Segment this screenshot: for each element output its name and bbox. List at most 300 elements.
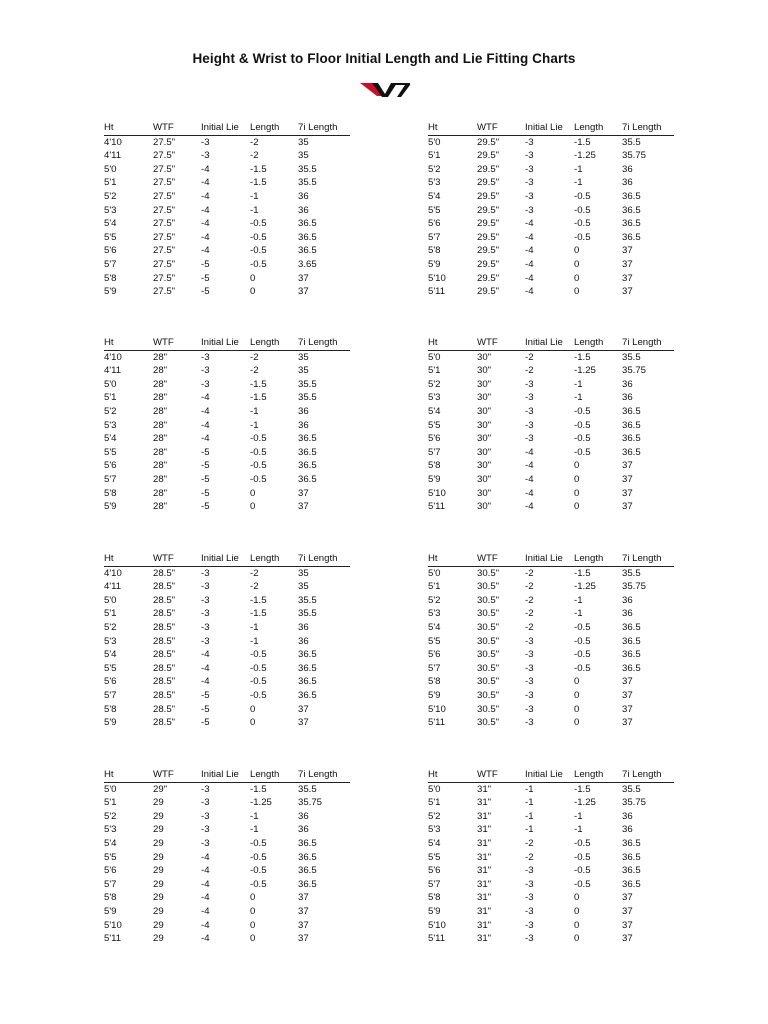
table-cell: 30.5" (477, 689, 500, 701)
table-cell: 5'2 (428, 378, 441, 390)
table-cell: -5 (201, 258, 210, 270)
table-cell: -2 (250, 136, 259, 148)
table-cell: 37 (298, 892, 309, 904)
table-row (104, 176, 350, 190)
table-cell: 36.5 (298, 662, 317, 674)
table-cell: 37 (298, 286, 309, 298)
table-cell: 35 (298, 136, 309, 148)
table-row (428, 607, 674, 621)
table-row (104, 500, 350, 514)
table-row (428, 272, 674, 286)
table-row (428, 391, 674, 405)
table-cell: 28.5" (153, 662, 176, 674)
table-row (428, 662, 674, 676)
table-row (428, 932, 674, 946)
table-cell: 36 (298, 405, 309, 417)
table-cell: 36.5 (298, 689, 317, 701)
table-cell: -1 (250, 635, 259, 647)
table-row (428, 810, 674, 824)
table-cell: 28.5" (153, 689, 176, 701)
table-row (104, 864, 350, 878)
table-cell: 31" (477, 878, 492, 890)
table-cell: 29.5" (477, 136, 500, 148)
table-cell: -0.5 (250, 676, 267, 688)
table-cell: -0.5 (574, 865, 591, 877)
table-cell: -1 (250, 405, 259, 417)
table-header-row (428, 121, 674, 135)
table-header-row (428, 552, 674, 566)
table-cell: 5'9 (428, 689, 441, 701)
table-row (104, 473, 350, 487)
table-cell: 5'9 (104, 905, 117, 917)
table-cell: 5'1 (428, 150, 441, 162)
table-cell: 5'6 (104, 460, 117, 472)
table-cell: 29.5" (477, 163, 500, 175)
table-cell: -1 (250, 190, 259, 202)
fitting-table (104, 121, 350, 299)
table-cell: -2 (250, 365, 259, 377)
table-row (104, 272, 350, 286)
table-cell: -1 (574, 392, 583, 404)
table-cell: 36.5 (298, 649, 317, 661)
table-cell: 36.5 (298, 231, 317, 243)
table-cell: 29 (153, 905, 164, 917)
table-row (428, 675, 674, 689)
table-cell: -1 (574, 163, 583, 175)
table-row (104, 285, 350, 299)
table-header-row (104, 336, 350, 350)
table-cell: 28" (153, 365, 168, 377)
fitting-chart-1 (104, 121, 350, 299)
table-cell: 36.5 (298, 473, 317, 485)
table-cell: 35.5 (298, 608, 317, 620)
table-row (428, 703, 674, 717)
table-cell: 5'3 (428, 177, 441, 189)
table-cell: -1 (525, 783, 534, 795)
table-cell: 29.5" (477, 231, 500, 243)
table-cell: -3 (201, 608, 210, 620)
table-cell: -1.25 (574, 365, 596, 377)
table-cell: 5'9 (428, 258, 441, 270)
column-header: 7i Length (622, 769, 662, 780)
table-row (104, 823, 350, 837)
table-cell: 4'10 (104, 567, 122, 579)
table-cell: 28" (153, 433, 168, 445)
table-cell: 37 (298, 905, 309, 917)
table-cell: 29 (153, 878, 164, 890)
table-header-row (104, 552, 350, 566)
table-cell: -4 (525, 231, 534, 243)
table-cell: -0.5 (250, 851, 267, 863)
table-row (428, 176, 674, 190)
table-cell: 29.5" (477, 150, 500, 162)
table-cell: 36.5 (298, 851, 317, 863)
table-cell: 36.5 (622, 204, 641, 216)
table-row (428, 364, 674, 378)
table-cell: -3 (201, 797, 210, 809)
table-row (428, 432, 674, 446)
table-cell: 37 (298, 501, 309, 513)
table-cell: -4 (525, 218, 534, 230)
table-row (104, 244, 350, 258)
table-cell: 5'7 (428, 446, 441, 458)
table-row (104, 648, 350, 662)
table-cell: 0 (574, 286, 580, 298)
table-cell: 5'10 (428, 487, 446, 499)
table-row (428, 378, 674, 392)
table-cell: 5'2 (104, 405, 117, 417)
table-cell: 5'7 (428, 878, 441, 890)
table-cell: 28.5" (153, 567, 176, 579)
table-cell: -0.5 (250, 258, 267, 270)
table-cell: -3 (525, 919, 534, 931)
table-cell: 29" (153, 783, 168, 795)
table-cell: 31" (477, 919, 492, 931)
table-cell: 37 (622, 286, 633, 298)
table-cell: 30" (477, 419, 492, 431)
table-cell: 5'0 (104, 594, 117, 606)
table-cell: 4'10 (104, 351, 122, 363)
table-cell: 35.75 (622, 581, 647, 593)
table-cell: -4 (201, 919, 210, 931)
table-row (104, 135, 350, 149)
table-cell: 37 (622, 487, 633, 499)
table-row (104, 932, 350, 946)
table-cell: 28.5" (153, 581, 176, 593)
table-row (428, 648, 674, 662)
table-cell: -4 (525, 473, 534, 485)
table-cell: -4 (201, 649, 210, 661)
table-cell: -1 (574, 594, 583, 606)
table-cell: 31" (477, 892, 492, 904)
table-cell: 30" (477, 473, 492, 485)
table-row (428, 258, 674, 272)
table-cell: 0 (574, 905, 580, 917)
table-cell: 35.5 (298, 177, 317, 189)
table-cell: 0 (250, 933, 256, 945)
table-cell: 5'5 (104, 662, 117, 674)
table-cell: 5'7 (104, 689, 117, 701)
table-cell: 5'9 (104, 717, 117, 729)
table-row (428, 823, 674, 837)
table-cell: -3 (525, 204, 534, 216)
table-cell: 4'11 (104, 581, 122, 593)
table-cell: -4 (201, 905, 210, 917)
table-cell: 5'0 (428, 351, 441, 363)
table-cell: -0.5 (574, 878, 591, 890)
table-cell: 0 (250, 501, 256, 513)
table-cell: 5'9 (428, 905, 441, 917)
fitting-chart-6 (428, 552, 674, 730)
table-row (428, 285, 674, 299)
table-cell: 29.5" (477, 286, 500, 298)
table-cell: 27.5" (153, 258, 176, 270)
table-cell: 36.5 (622, 865, 641, 877)
column-header: WTF (153, 122, 174, 133)
table-cell: -2 (525, 365, 534, 377)
table-cell: 0 (250, 272, 256, 284)
table-cell: 0 (250, 717, 256, 729)
table-cell: 36.5 (622, 878, 641, 890)
column-header: 7i Length (298, 769, 338, 780)
table-row (428, 217, 674, 231)
table-cell: 35.5 (298, 378, 317, 390)
table-row (428, 446, 674, 460)
table-row (104, 837, 350, 851)
table-row (428, 350, 674, 364)
table-cell: 36 (622, 810, 633, 822)
table-row (428, 594, 674, 608)
table-cell: 5'11 (428, 717, 446, 729)
table-cell: -3 (201, 567, 210, 579)
table-cell: -0.5 (574, 635, 591, 647)
table-cell: 5'2 (104, 621, 117, 633)
table-cell: 5'0 (104, 378, 117, 390)
table-row (428, 487, 674, 501)
table-cell: -0.5 (574, 419, 591, 431)
table-cell: 36.5 (622, 446, 641, 458)
table-cell: 3.65 (298, 258, 317, 270)
table-cell: 5'3 (104, 204, 117, 216)
table-cell: -0.5 (574, 218, 591, 230)
table-cell: -1.5 (250, 163, 267, 175)
table-cell: 36.5 (298, 433, 317, 445)
table-cell: 0 (250, 487, 256, 499)
table-cell: -0.5 (574, 621, 591, 633)
table-cell: 0 (574, 703, 580, 715)
table-cell: 37 (622, 892, 633, 904)
table-cell: 35 (298, 567, 309, 579)
table-row (104, 204, 350, 218)
table-cell: 5'1 (104, 797, 117, 809)
table-cell: 27.5" (153, 190, 176, 202)
table-row (104, 662, 350, 676)
table-cell: 28.5" (153, 608, 176, 620)
table-cell: 5'3 (104, 824, 117, 836)
table-row (428, 405, 674, 419)
table-cell: 0 (250, 703, 256, 715)
table-cell: -0.5 (574, 851, 591, 863)
table-cell: -3 (201, 136, 210, 148)
table-cell: -2 (525, 621, 534, 633)
table-row (104, 689, 350, 703)
table-cell: -4 (201, 933, 210, 945)
table-cell: -3 (201, 351, 210, 363)
table-cell: 37 (298, 487, 309, 499)
table-cell: 35.5 (622, 351, 641, 363)
table-cell: -3 (201, 783, 210, 795)
table-cell: -5 (201, 272, 210, 284)
table-cell: 36 (298, 419, 309, 431)
table-cell: -2 (525, 594, 534, 606)
table-cell: 28" (153, 419, 168, 431)
table-cell: -1.25 (574, 581, 596, 593)
table-cell: 37 (298, 272, 309, 284)
table-cell: -3 (525, 378, 534, 390)
table-row (428, 716, 674, 730)
table-cell: 5'10 (104, 919, 122, 931)
table-cell: 5'8 (104, 892, 117, 904)
table-cell: 5'0 (428, 136, 441, 148)
table-cell: 31" (477, 905, 492, 917)
table-row (104, 378, 350, 392)
table-cell: 30.5" (477, 621, 500, 633)
column-header: WTF (477, 337, 498, 348)
table-cell: -3 (525, 136, 534, 148)
table-cell: -5 (201, 501, 210, 513)
fitting-chart-7 (104, 768, 350, 946)
column-header: WTF (153, 553, 174, 564)
table-cell: 29 (153, 865, 164, 877)
table-cell: -4 (201, 878, 210, 890)
column-header: Initial Lie (201, 553, 239, 564)
table-cell: 36.5 (622, 218, 641, 230)
table-cell: 36.5 (298, 865, 317, 877)
table-cell: 27.5" (153, 150, 176, 162)
table-cell: -3 (525, 150, 534, 162)
table-cell: 35 (298, 581, 309, 593)
table-cell: 29 (153, 797, 164, 809)
table-cell: 5'6 (104, 245, 117, 257)
table-row (104, 217, 350, 231)
table-cell: 37 (622, 460, 633, 472)
table-cell: 36.5 (298, 878, 317, 890)
table-cell: 36.5 (298, 460, 317, 472)
fitting-chart-5 (104, 552, 350, 730)
table-cell: 35.5 (298, 163, 317, 175)
table-cell: -1.5 (250, 392, 267, 404)
column-header: Ht (428, 769, 438, 780)
table-cell: -4 (525, 286, 534, 298)
table-cell: 37 (622, 272, 633, 284)
table-row (428, 419, 674, 433)
column-header: Length (250, 337, 280, 348)
column-header: 7i Length (298, 553, 338, 564)
table-cell: 30.5" (477, 594, 500, 606)
table-cell: 35.5 (622, 567, 641, 579)
table-cell: -0.5 (250, 473, 267, 485)
table-cell: 28.5" (153, 703, 176, 715)
table-cell: 36.5 (622, 649, 641, 661)
table-cell: -5 (201, 717, 210, 729)
table-cell: 5'5 (428, 204, 441, 216)
table-cell: 35 (298, 150, 309, 162)
table-cell: -0.5 (250, 649, 267, 661)
table-cell: 5'11 (104, 933, 122, 945)
table-cell: 36 (298, 204, 309, 216)
table-cell: -0.5 (574, 662, 591, 674)
table-cell: -4 (201, 245, 210, 257)
table-cell: 0 (574, 717, 580, 729)
table-cell: 5'3 (428, 824, 441, 836)
table-cell: 5'1 (428, 365, 441, 377)
table-cell: -4 (201, 204, 210, 216)
table-cell: 5'1 (104, 608, 117, 620)
brand-logo-icon (360, 81, 410, 97)
table-cell: 5'7 (104, 473, 117, 485)
table-cell: -2 (525, 608, 534, 620)
table-cell: 0 (574, 245, 580, 257)
table-cell: 0 (250, 919, 256, 931)
table-cell: 5'8 (104, 272, 117, 284)
table-cell: -1 (574, 810, 583, 822)
table-cell: -3 (525, 419, 534, 431)
table-cell: -3 (525, 177, 534, 189)
table-cell: -5 (201, 703, 210, 715)
table-cell: -1.25 (574, 797, 596, 809)
table-cell: 36 (298, 190, 309, 202)
column-header: Initial Lie (525, 337, 563, 348)
table-cell: -3 (525, 635, 534, 647)
table-cell: 37 (622, 933, 633, 945)
table-cell: -3 (201, 621, 210, 633)
column-header: Ht (104, 769, 114, 780)
table-cell: 36 (298, 810, 309, 822)
column-header: Length (574, 337, 604, 348)
table-cell: -1.5 (574, 567, 591, 579)
table-header-row (428, 336, 674, 350)
page-title: Height & Wrist to Floor Initial Length and Lie Fitting Charts (192, 51, 576, 66)
table-cell: 28.5" (153, 676, 176, 688)
table-cell: 5'2 (104, 810, 117, 822)
column-header: Ht (428, 337, 438, 348)
table-cell: 36.5 (622, 621, 641, 633)
table-cell: 5'5 (428, 851, 441, 863)
table-cell: 5'4 (104, 218, 117, 230)
table-cell: 28" (153, 446, 168, 458)
table-cell: 28" (153, 378, 168, 390)
table-cell: 29 (153, 919, 164, 931)
table-row (104, 580, 350, 594)
table-cell: -1 (250, 621, 259, 633)
table-cell: 27.5" (153, 286, 176, 298)
column-header: Length (250, 122, 280, 133)
table-cell: 28.5" (153, 594, 176, 606)
table-cell: -1.5 (250, 594, 267, 606)
table-cell: -2 (250, 581, 259, 593)
table-row (104, 703, 350, 717)
table-cell: -3 (525, 717, 534, 729)
table-cell: -3 (201, 150, 210, 162)
table-cell: 35.5 (298, 783, 317, 795)
table-cell: -2 (525, 837, 534, 849)
table-cell: 5'3 (104, 419, 117, 431)
table-cell: -5 (201, 446, 210, 458)
table-cell: 0 (574, 676, 580, 688)
table-cell: -4 (201, 892, 210, 904)
table-cell: -1 (250, 204, 259, 216)
table-row (104, 594, 350, 608)
table-cell: -0.5 (574, 433, 591, 445)
table-cell: 30.5" (477, 635, 500, 647)
table-cell: -0.5 (250, 662, 267, 674)
table-cell: -3 (525, 190, 534, 202)
table-cell: 0 (574, 487, 580, 499)
table-cell: 30.5" (477, 676, 500, 688)
table-cell: -1.5 (250, 608, 267, 620)
table-cell: 35 (298, 365, 309, 377)
table-cell: 30.5" (477, 717, 500, 729)
table-cell: -0.5 (250, 689, 267, 701)
table-cell: 36.5 (298, 446, 317, 458)
table-header-row (104, 768, 350, 782)
table-cell: 31" (477, 810, 492, 822)
table-cell: 28.5" (153, 621, 176, 633)
table-cell: 37 (622, 905, 633, 917)
table-cell: 30" (477, 460, 492, 472)
table-row (104, 190, 350, 204)
table-cell: -3 (525, 433, 534, 445)
